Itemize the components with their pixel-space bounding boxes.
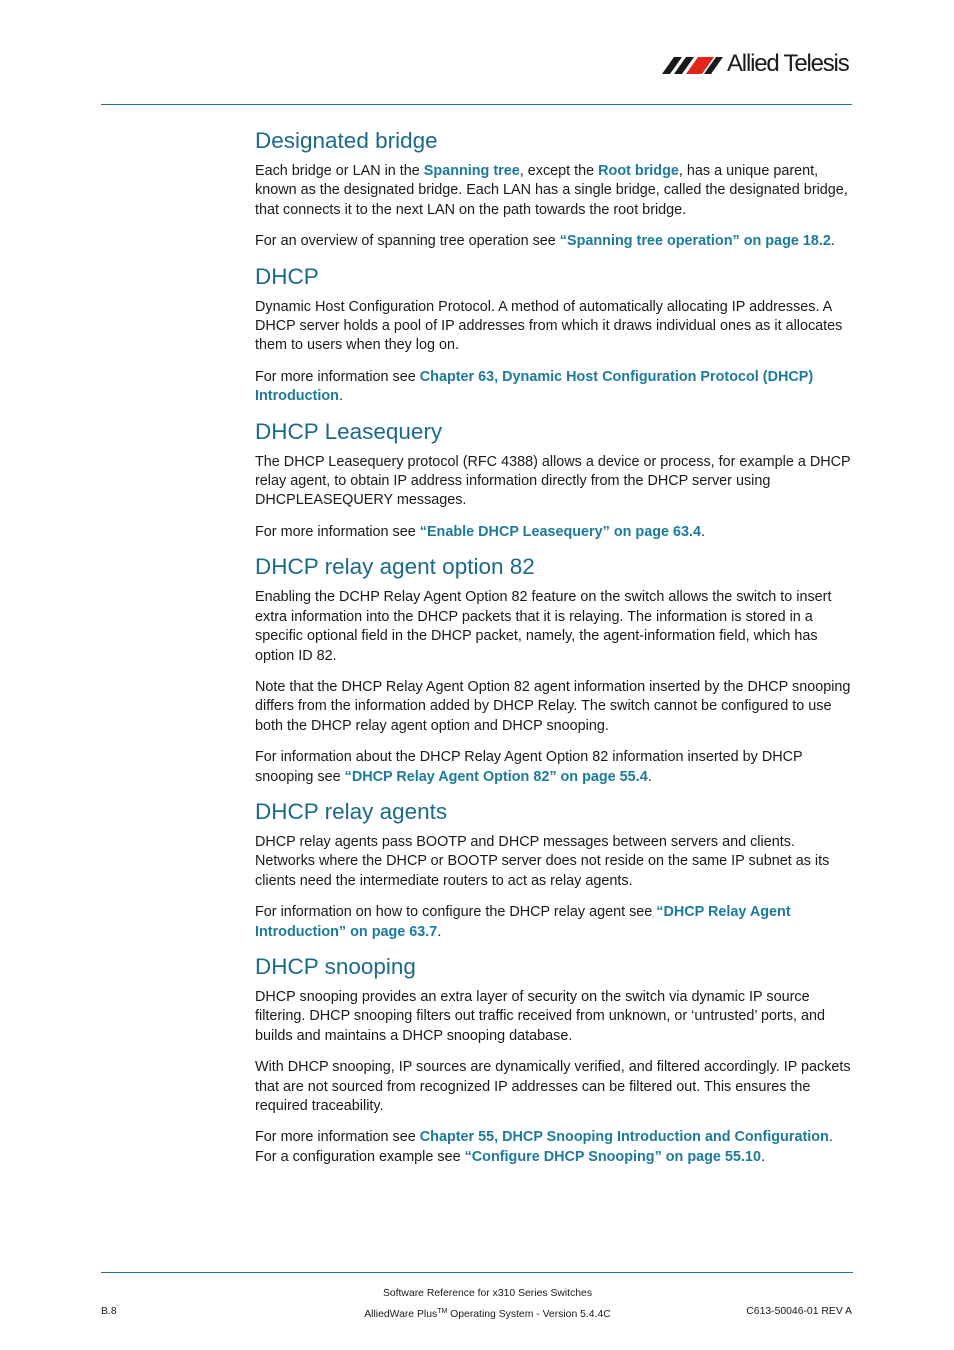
cross-reference-link[interactable]: Chapter 55, DHCP Snooping Introduction and Configuration <box>419 1129 829 1146</box>
footer-version: AlliedWare Plus™ Operating System - Version 5.4.4C <box>364 1308 611 1320</box>
cross-reference-link[interactable]: “DHCP Relay Agent Introduction” on page 63.7 <box>255 904 791 940</box>
footer-rule <box>101 1272 853 1273</box>
text-run: Enabling the DCHP Relay Agent Option 82 feature on the switch allows the switch to insert extra information into the DHCP packets that it is relaying. The information is stored in a specific optional field in the DHCP packet, namely, the agent-information field, which has option ID 82. <box>255 589 832 664</box>
section <box>255 552 855 787</box>
page-number: B.8 <box>101 1306 117 1317</box>
body-paragraph <box>255 453 855 511</box>
cross-reference-link[interactable]: “Configure DHCP Snooping” on page 55.10 <box>464 1148 761 1165</box>
page-content <box>255 126 855 1177</box>
text-run: . <box>647 768 652 785</box>
footer-title: Software Reference for x310 Series Switches <box>382 1288 593 1299</box>
text-run: . <box>437 923 442 940</box>
text-run: For more information see <box>255 1129 420 1146</box>
section-heading: DHCP Leasequery <box>255 418 443 444</box>
body-paragraph <box>255 1058 855 1116</box>
text-run: . <box>830 233 835 250</box>
text-run: . For a configuration example see <box>255 1129 833 1165</box>
text-run: For an overview of spanning tree operation see <box>255 233 560 250</box>
allied-telesis-logo-mark <box>660 50 730 80</box>
body-paragraph <box>255 1128 855 1167</box>
section <box>255 262 855 407</box>
text-run: . <box>760 1148 765 1165</box>
section-heading: DHCP <box>255 263 319 289</box>
section <box>255 797 855 942</box>
text-run: With DHCP snooping, IP sources are dynamically verified, and filtered accordingly. IP packets that are not sourced from recognized IP addresses can be filtered out. This ensures the required traceability. <box>255 1059 851 1114</box>
body-paragraph <box>255 368 855 407</box>
text-run: For more information see <box>255 368 420 385</box>
header-rule <box>101 104 852 105</box>
text-run: For information about the DHCP Relay Agent Option 82 information inserted by DHCP snooping see <box>255 749 803 785</box>
section <box>255 126 855 252</box>
body-paragraph <box>255 903 855 942</box>
body-paragraph <box>255 232 855 251</box>
body-paragraph <box>255 588 855 666</box>
text-run: . <box>338 388 343 405</box>
text-run: The DHCP Leasequery protocol (RFC 4388) allows a device or process, for example a DHCP relay agent, to obtain IP address information directly from the DHCP server using DHCPLEASEQUERY messages. <box>255 453 851 509</box>
cross-reference-link[interactable]: “DHCP Relay Agent Option 82” on page 55.4 <box>344 768 648 785</box>
body-paragraph <box>255 162 855 220</box>
text-run: Note that the DHCP Relay Agent Option 82 agent information inserted by the DHCP snooping differs from the information added by DHCP Relay. The switch cannot be configured to use both the DHCP relay agent option and DHCP snooping. <box>255 678 851 734</box>
text-run: DHCP snooping provides an extra layer of security on the switch via dynamic IP source filtering. DHCP snooping filters out traffic received from unknown, or ‘untrusted’ ports, and builds and maintains a DHCP snooping database. <box>255 988 826 1044</box>
text-run: , has a unique parent, known as the designated bridge. Each LAN has a single bridge, called the designated bridge, that connects it to the next LAN on the path towards the root bridge. <box>255 163 848 218</box>
document-code: C613-50046-01 REV A <box>746 1306 852 1317</box>
cross-reference-link[interactable]: “Spanning tree operation” on page 18.2 <box>559 233 831 250</box>
body-paragraph <box>255 298 855 356</box>
section-heading: Designated bridge <box>255 128 438 153</box>
cross-reference-link[interactable]: “Enable DHCP Leasequery” on page 63.4 <box>419 523 702 540</box>
section <box>255 952 855 1167</box>
text-run: For information on how to configure the DHCP relay agent see <box>255 904 657 921</box>
cross-reference-link[interactable]: Root bridge <box>598 163 679 179</box>
cross-reference-link[interactable]: Chapter 63, Dynamic Host Configuration Protocol (DHCP) Introduction <box>255 368 814 405</box>
text-run: , except the <box>519 163 599 179</box>
cross-reference-link[interactable]: Spanning tree <box>423 163 520 179</box>
text-run: For more information see <box>255 523 420 540</box>
section-heading: DHCP relay agents <box>255 798 448 824</box>
text-run: DHCP relay agents pass BOOTP and DHCP messages between servers and clients. Networks where the DHCP or BOOTP server does not reside on the same IP subnet as its clients need the intermediate routers to act as relay agents. <box>255 833 830 889</box>
section-heading: DHCP relay agent option 82 <box>255 554 535 580</box>
body-paragraph <box>255 833 855 891</box>
allied-telesis-logo <box>660 50 855 80</box>
section <box>255 417 855 543</box>
body-paragraph <box>255 678 855 736</box>
text-run: Each bridge or LAN in the <box>255 163 424 179</box>
logo-text: Allied Telesis <box>727 50 849 77</box>
text-run: Dynamic Host Configuration Protocol. A method of automatically allocating IP addresses. A DHCP server holds a pool of IP addresses from which it draws individual ones as it allocates them to users when they log on. <box>255 298 843 354</box>
body-paragraph <box>255 748 855 787</box>
text-run: . <box>701 523 706 540</box>
body-paragraph <box>255 523 855 542</box>
section-heading: DHCP snooping <box>255 953 416 979</box>
body-paragraph <box>255 988 855 1046</box>
